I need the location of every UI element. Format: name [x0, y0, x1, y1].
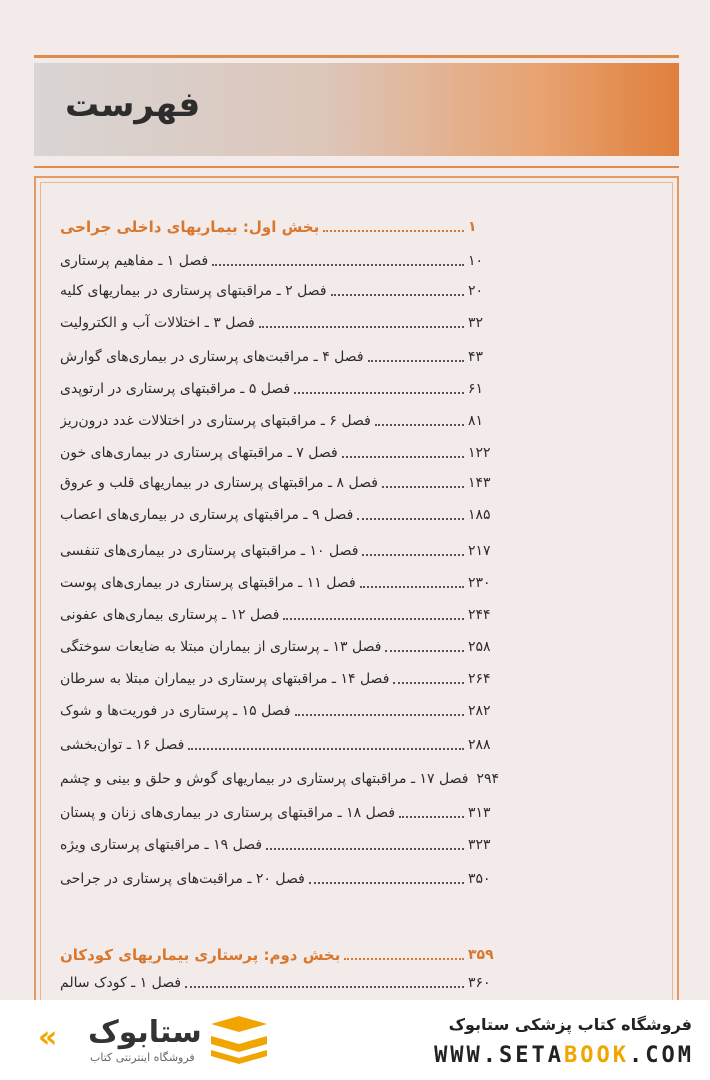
toc-page-number: ۲۵۸: [468, 639, 491, 655]
toc-entry-title: فصل ۱۶ ـ توان‌بخشی: [60, 737, 185, 753]
toc-page-number: ۸۱: [468, 413, 484, 429]
toc-page-number: ۱: [468, 219, 477, 235]
toc-chapter-row: [60, 732, 500, 758]
toc-chapter-row: [60, 408, 500, 434]
dot-leader: [266, 848, 464, 850]
url-suffix: .COM: [629, 1043, 694, 1068]
toc-chapter-row: [60, 248, 500, 274]
toc-entry-title: فصل ۹ ـ مراقبتهای پرستاری در بیماری‌های اعصاب: [60, 507, 354, 523]
dot-leader: [385, 650, 464, 652]
toc-entry-title: فصل ۱۰ ـ مراقبتهای پرستاری در بیماری‌های تنفسی: [60, 543, 359, 559]
dot-leader: [368, 360, 464, 362]
toc-page-number: ۱۸۵: [468, 507, 491, 523]
brand-name: ستابوک: [88, 1015, 202, 1050]
toc-page-number: ۲۴۴: [468, 607, 491, 623]
toc-page-number: ۲۹۴: [476, 771, 500, 787]
toc-entry-title: بخش دوم: پرستاری بیماریهای کودکان: [60, 946, 341, 964]
toc-page-number: ۳۲۳: [468, 837, 491, 853]
toc-entry-title: فصل ۱۸ ـ مراقبتهای پرستاری در بیماری‌های زنان و پستان: [60, 805, 396, 821]
dot-leader: [188, 748, 464, 750]
toc-entry-title: فصل ۳ ـ اختلالات آب و الکترولیت: [60, 315, 255, 331]
dot-leader: [344, 958, 464, 960]
toc-entry-title: بخش اول: بیماریهای داخلی جراحی: [60, 218, 320, 236]
dot-leader: [331, 294, 464, 296]
toc-page-number: ۱۲۲: [468, 445, 491, 461]
toc-page-number: ۳۶۰: [468, 975, 491, 991]
toc-entry-title: فصل ۱۵ ـ پرستاری در فوریت‌ها و شوک: [60, 703, 291, 719]
toc-chapter-row: [60, 698, 500, 724]
toc-chapter-row: [60, 800, 500, 826]
toc-chapter-row: [60, 538, 500, 564]
toc-entry-title: فصل ۱۷ ـ مراقبتهای پرستاری در بیماریهای گوش و حلق و بینی و چشم: [60, 771, 469, 787]
divider: [34, 166, 679, 168]
toc-entry-title: فصل ۱۲ ـ پرستاری بیماری‌های عفونی: [60, 607, 280, 623]
brand-subtitle: فروشگاه اینترنتی کتاب: [90, 1051, 195, 1064]
url-prefix: WWW.SETA: [434, 1043, 565, 1068]
toc-entry-title: فصل ۸ ـ مراقبتهای پرستاری در بیماریهای قلب و عروق: [60, 475, 378, 491]
toc-entry-title: فصل ۱ ـ کودک سالم: [60, 975, 182, 991]
dot-leader: [399, 816, 464, 818]
toc-entry-title: فصل ۲ ـ مراقبتهای پرستاری در بیماریهای کلیه: [60, 283, 327, 299]
url-accent: BOOK: [564, 1043, 630, 1068]
dot-leader: [283, 618, 464, 620]
toc-entry-title: فصل ۲۰ ـ مراقبت‌های پرستاری در جراحی: [60, 871, 305, 887]
dot-leader: [294, 392, 464, 394]
toc-page-number: ۳۱۳: [468, 805, 491, 821]
dot-leader: [357, 518, 464, 520]
toc-entry-title: فصل ۱۱ ـ مراقبتهای پرستاری در بیماری‌های پوست: [60, 575, 356, 591]
toc-chapter-row: [60, 278, 500, 304]
toc-page-number: ۳۵۹: [468, 947, 494, 963]
store-name: فروشگاه کتاب پزشکی ستابوک: [448, 1015, 692, 1034]
dot-leader: [185, 986, 464, 988]
toc-page-number: ۳۵۰: [468, 871, 491, 887]
dot-leader: [295, 714, 464, 716]
dot-leader: [342, 456, 464, 458]
toc-chapter-row: [60, 502, 500, 528]
dot-leader: [360, 586, 464, 588]
toc-entry-title: فصل ۱۴ ـ مراقبتهای پرستاری در بیماران مبتلا به سرطان: [60, 671, 390, 687]
toc-page-number: ۶۱: [468, 381, 484, 397]
store-url[interactable]: [434, 1043, 694, 1068]
toc-chapter-row: [60, 470, 500, 496]
toc-entry-title: فصل ۶ ـ مراقبتهای پرستاری در اختلالات غدد درون‌ریز: [60, 413, 371, 429]
toc-page-number: ۳۲: [468, 315, 484, 331]
dot-leader: [259, 326, 464, 328]
toc-chapter-row: [60, 634, 500, 660]
toc-section-row: [60, 214, 500, 240]
toc-entry-title: فصل ۱۹ ـ مراقبتهای پرستاری ویژه: [60, 837, 263, 853]
toc-page-number: ۲۱۷: [468, 543, 491, 559]
toc-entry-title: فصل ۱ ـ مفاهیم پرستاری: [60, 253, 209, 269]
dot-leader: [393, 682, 464, 684]
toc-chapter-row: [60, 970, 500, 996]
toc-chapter-row: [60, 570, 500, 596]
toc-page-number: ۴۳: [468, 349, 484, 365]
toc-entry-title: فصل ۵ ـ مراقبتهای پرستاری در ارتوپدی: [60, 381, 291, 397]
toc-chapter-row: [60, 376, 500, 402]
toc-section-row: [60, 942, 500, 968]
toc-page-number: ۲۰: [468, 283, 484, 299]
dot-leader: [323, 230, 464, 232]
toc-page-number: ۱۴۳: [468, 475, 491, 491]
toc-chapter-row: [60, 440, 500, 466]
toc-chapter-row: [60, 602, 500, 628]
dot-leader: [375, 424, 464, 426]
toc-page-number: ۲۶۴: [468, 671, 491, 687]
dot-leader: [362, 554, 464, 556]
toc-page-number: ۱۰: [468, 253, 484, 269]
dot-leader: [309, 882, 464, 884]
toc-entry-title: فصل ۷ ـ مراقبتهای پرستاری در بیماری‌های خون: [60, 445, 338, 461]
toc-entry-title: فصل ۴ ـ مراقبت‌های پرستاری در بیماری‌های گوارش: [60, 349, 364, 365]
dot-leader: [382, 486, 464, 488]
toc-entry-title: فصل ۱۳ ـ پرستاری از بیماران مبتلا به ضایعات سوختگی: [60, 639, 382, 655]
toc-chapter-row: [60, 666, 500, 692]
toc-page-number: ۲۸۸: [468, 737, 491, 753]
dot-leader: [212, 264, 464, 266]
chevrons-icon: «: [38, 1020, 58, 1055]
book-stack-icon: [207, 1016, 271, 1064]
toc-chapter-row: [60, 344, 500, 370]
toc-chapter-row: [60, 766, 500, 792]
toc-chapter-row: [60, 310, 500, 336]
page-title: فهرست: [65, 85, 201, 125]
toc-page-number: ۲۸۲: [468, 703, 491, 719]
toc-chapter-row: [60, 832, 500, 858]
toc-chapter-row: [60, 866, 500, 892]
top-rule: [34, 55, 679, 58]
toc-page-number: ۲۳۰: [468, 575, 491, 591]
